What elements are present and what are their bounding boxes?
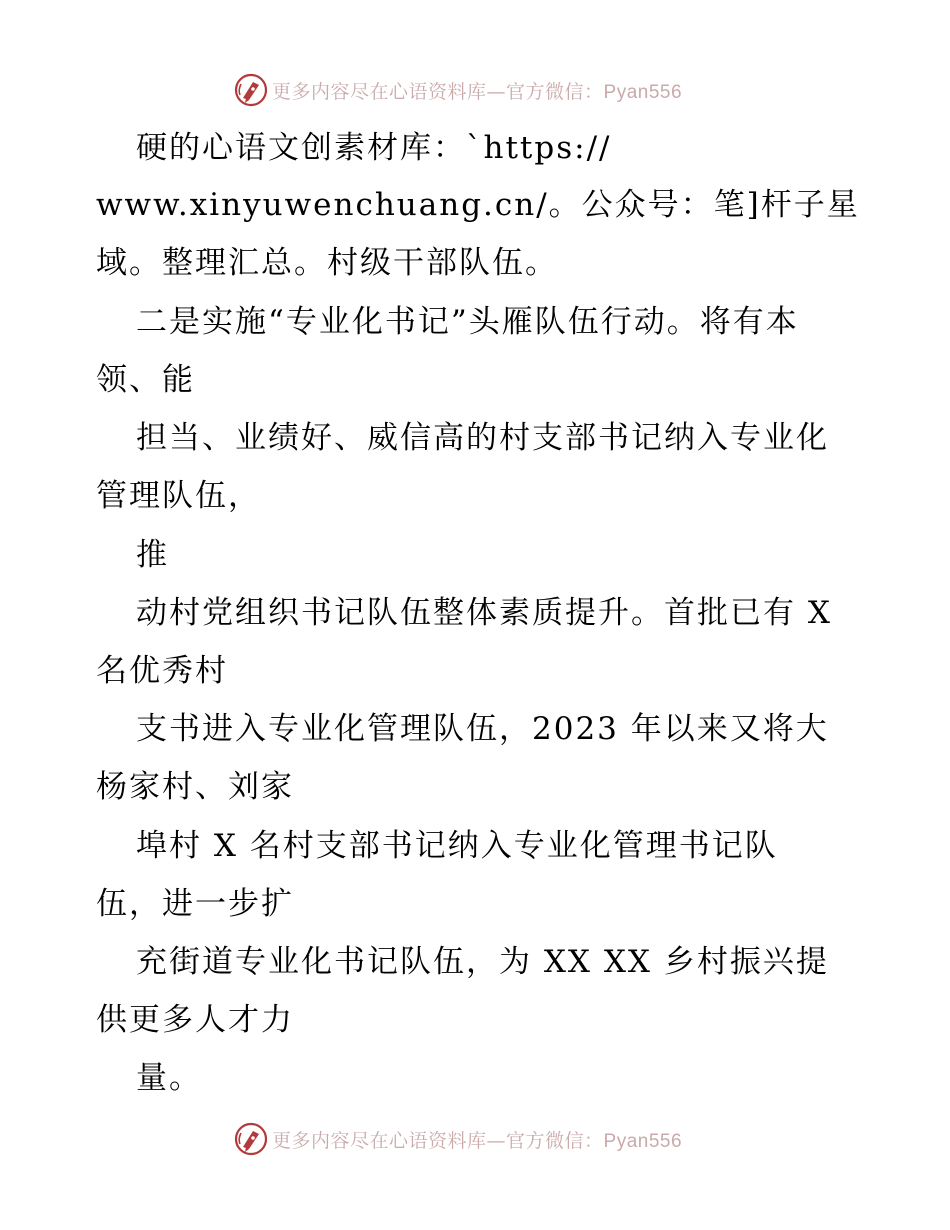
text-line-16: 供更多人才力 [96,1002,294,1038]
text-line-2: www.xinyuwenchuang.cn/。公众号：笔]杆子星 [96,187,860,223]
text-line-9: 动村党组织书记队伍整体素质提升。首批已有 X [136,595,832,631]
text-line-8: 推 [136,537,169,573]
text-line-3: 域。整理汇总。村级干部队伍。 [96,245,558,281]
footer-wechat-id: Pyan556 [603,1130,683,1152]
text-line-4: 二是实施“专业化书记”头雁队伍行动。将有本 [136,304,799,340]
text-line-15: 充街道专业化书记队伍，为 XX XX 乡村振兴提 [136,944,829,980]
pen-nib-logo-icon [234,1122,268,1156]
text-line-17: 量。 [136,1060,202,1096]
text-line-5: 领、能 [96,362,195,398]
text-line-6: 担当、业绩好、威信高的村支部书记纳入专业化 [136,420,829,456]
text-line-12: 杨家村、刘家 [96,769,294,805]
text-line-11: 支书进入专业化管理队伍，2023 年以来又将大 [136,711,829,747]
text-line-14: 伍，进一步扩 [96,886,294,922]
header-banner-text: 更多内容尽在心语资料库—官方微信： [272,80,604,103]
footer-banner-text: 更多内容尽在心语资料库—官方微信： [272,1129,604,1152]
text-line-1: 硬的心语文创素材库：`https:// [136,130,612,166]
text-line-7: 管理队伍， [96,478,261,514]
header-wechat-id: Pyan556 [603,81,683,103]
footer-banner [234,1121,682,1157]
pen-nib-logo-icon [234,73,268,107]
text-line-13: 埠村 X 名村支部书记纳入专业化管理书记队 [136,828,778,864]
header-banner [234,72,682,108]
text-line-10: 名优秀村 [96,653,228,689]
